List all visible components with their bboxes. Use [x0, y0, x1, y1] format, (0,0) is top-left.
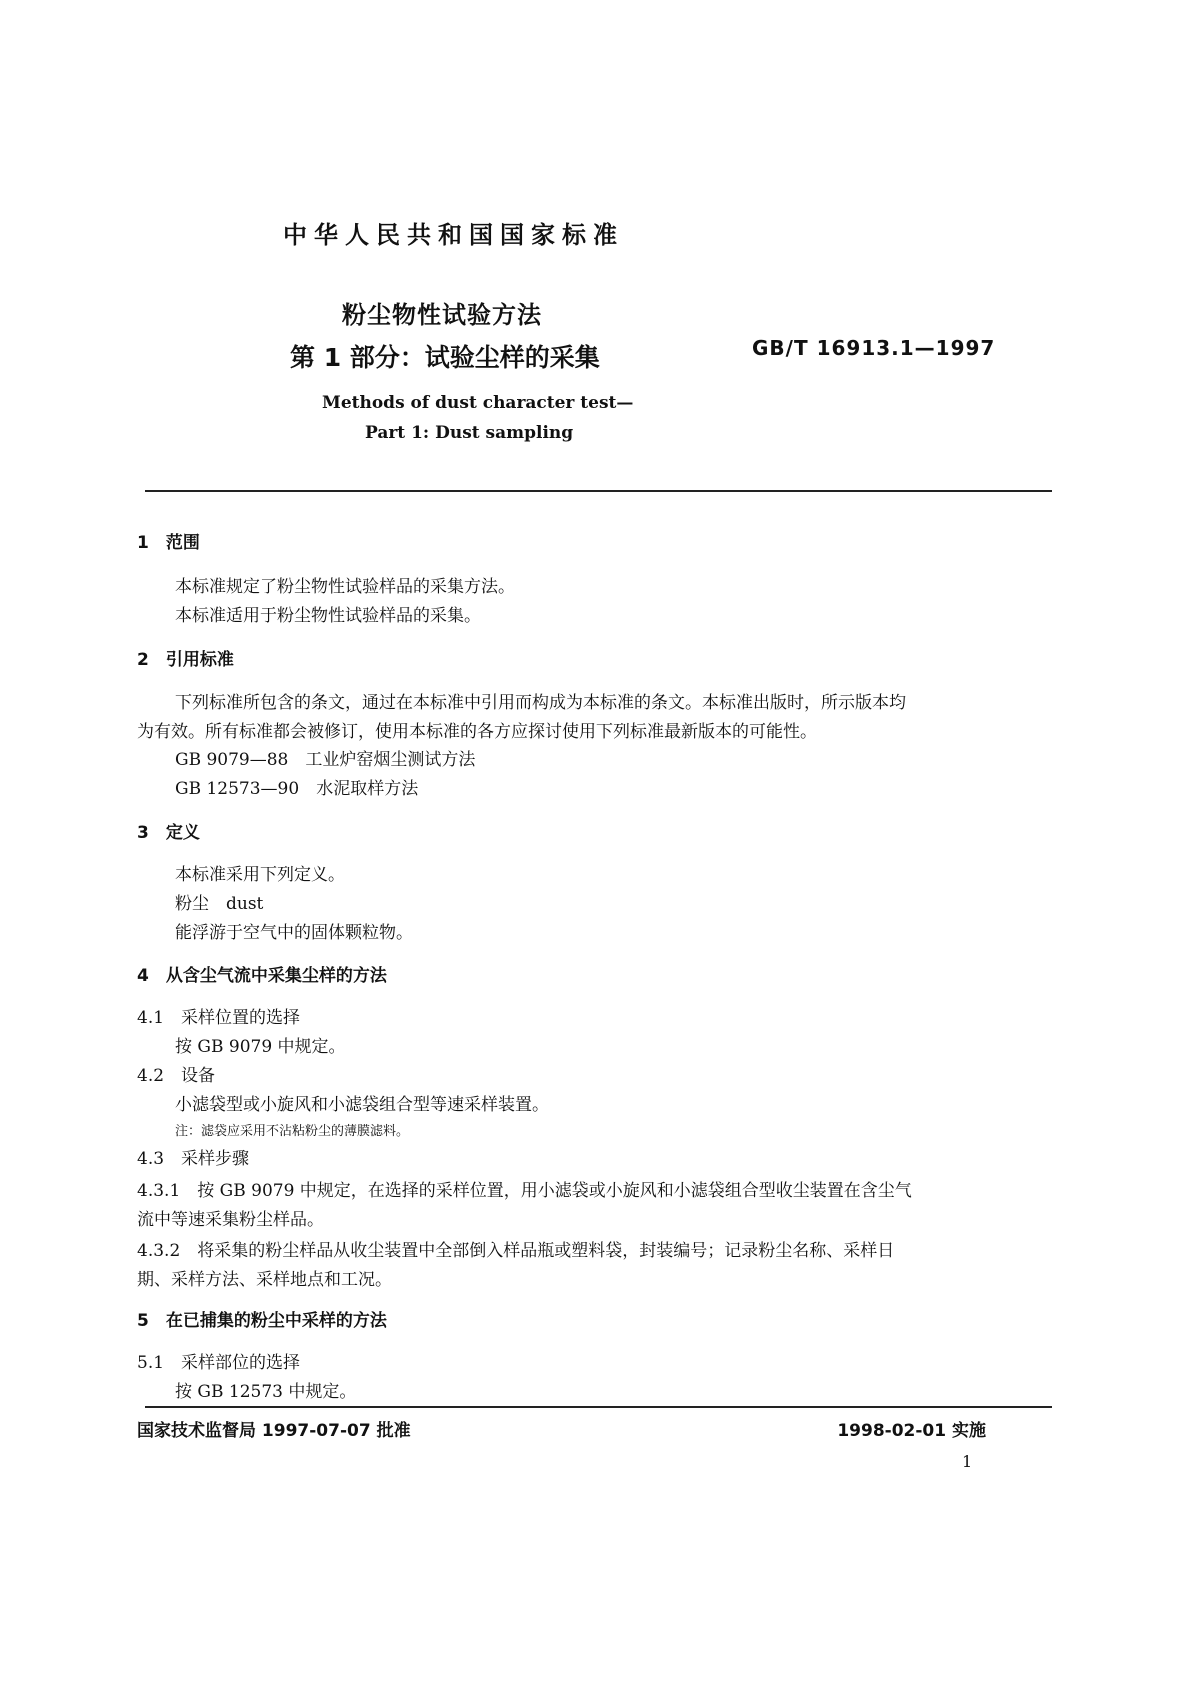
title-en-line2: Part 1: Dust sampling	[365, 423, 574, 443]
national-standard-heading: 中华人民共和国国家标准	[283, 221, 624, 249]
section-5-heading: 5 在已捕集的粉尘中采样的方法	[137, 1311, 387, 1331]
section-4-heading: 4 从含尘气流中采集尘样的方法	[137, 966, 387, 986]
footer-divider	[145, 1406, 1052, 1408]
title-cn-line1: 粉尘物性试验方法	[342, 301, 542, 329]
section-2-para-line-1: 下列标准所包含的条文，通过在本标准中引用而构成为本标准的条文。本标准出版时，所示版本均	[175, 693, 906, 713]
header-divider	[145, 490, 1052, 492]
approval-line: 国家技术监督局 1997-07-07 批准	[137, 1421, 411, 1441]
term-dust-definition: 能浮游于空气中的固体颗粒物。	[175, 923, 413, 943]
section-2-para-line-2: 为有效。所有标准都会被修订，使用本标准的各方应探讨使用下列标准最新版本的可能性。	[137, 722, 817, 742]
standard-number: GB/T 16913.1—1997	[752, 336, 996, 360]
section-4-1-heading: 4.1 采样位置的选择	[137, 1008, 301, 1028]
section-1-heading: 1 范围	[137, 533, 200, 553]
section-3-para-1: 本标准采用下列定义。	[175, 865, 345, 885]
title-cn-line2: 第 1 部分：试验尘样的采集	[290, 343, 600, 372]
section-4-2-heading: 4.2 设备	[137, 1066, 216, 1086]
section-3-heading: 3 定义	[137, 823, 200, 843]
page-number: 1	[962, 1452, 973, 1471]
implementation-date: 1998-02-01 实施	[837, 1421, 986, 1441]
section-5-1-heading: 5.1 采样部位的选择	[137, 1353, 301, 1373]
section-4-3-1-line-1: 4.3.1 按 GB 9079 中规定，在选择的采样位置，用小滤袋或小旋风和小滤袋组合型收尘装置在含尘气	[137, 1181, 912, 1201]
section-5-1-text: 按 GB 12573 中规定。	[175, 1382, 357, 1402]
reference-gb12573: GB 12573—90 水泥取样方法	[175, 779, 419, 799]
section-1-para-2: 本标准适用于粉尘物性试验样品的采集。	[175, 606, 481, 626]
section-4-3-1-line-2: 流中等速采集粉尘样品。	[137, 1210, 324, 1230]
section-4-1-text: 按 GB 9079 中规定。	[175, 1037, 346, 1057]
section-1-para-1: 本标准规定了粉尘物性试验样品的采集方法。	[175, 577, 515, 597]
title-en-line1: Methods of dust character test—	[322, 393, 634, 413]
section-4-3-2-line-1: 4.3.2 将采集的粉尘样品从收尘装置中全部倒入样品瓶或塑料袋，封装编号；记录粉尘名称、采样日	[137, 1241, 895, 1261]
section-4-2-text: 小滤袋型或小旋风和小滤袋组合型等速采样装置。	[175, 1095, 549, 1115]
section-4-3-2-line-2: 期、采样方法、采样地点和工况。	[137, 1270, 392, 1290]
reference-gb9079: GB 9079—88 工业炉窑烟尘测试方法	[175, 750, 476, 770]
section-4-3-heading: 4.3 采样步骤	[137, 1149, 250, 1169]
term-dust: 粉尘 dust	[175, 894, 264, 914]
section-4-2-note: 注：滤袋应采用不沾粘粉尘的薄膜滤料。	[175, 1124, 410, 1139]
section-2-heading: 2 引用标准	[137, 650, 234, 670]
